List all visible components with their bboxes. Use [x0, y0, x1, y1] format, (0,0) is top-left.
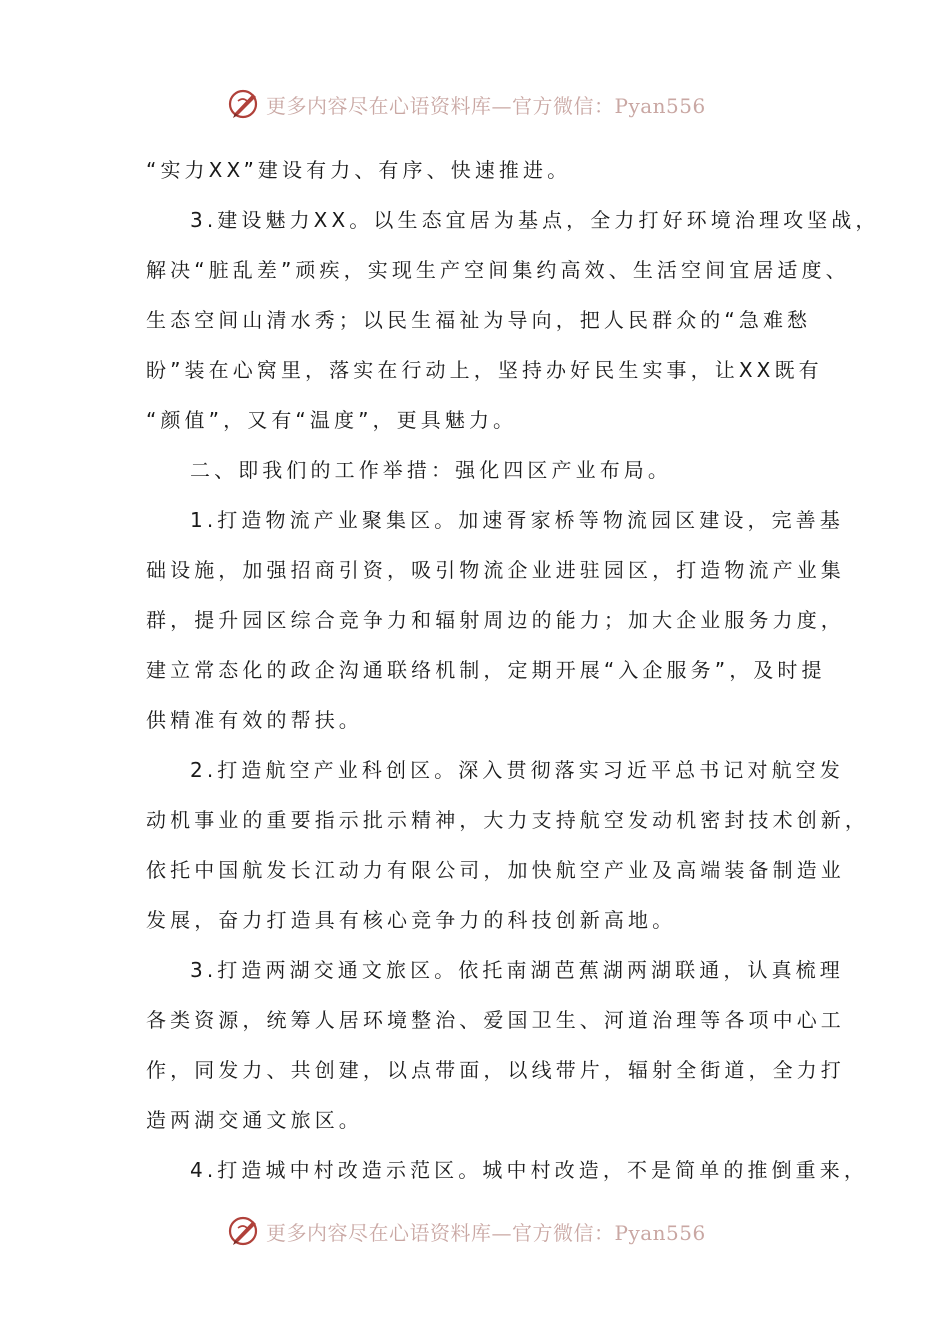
text-line: 作，同发力、共创建，以点带面，以线带片，辐射全街道，全力打	[146, 1058, 845, 1082]
text-line: 各类资源，统筹人居环境整治、爱国卫生、河道治理等各项中心工	[146, 1008, 845, 1032]
paragraph	[146, 1145, 868, 1195]
footer-watermark	[226, 1211, 706, 1251]
paragraph	[146, 945, 845, 1145]
text-line: 动机事业的重要指示批示精神，大力支持航空发动机密封技术创新，	[146, 808, 869, 832]
footer-text: 更多内容尽在心语资料库—官方微信：Pyan556	[266, 1220, 706, 1245]
paragraph	[146, 745, 869, 945]
text-line: “颜值”，又有“温度”，更具魅力。	[146, 408, 518, 432]
text-line: 依托中国航发长江动力有限公司，加快航空产业及高端装备制造业	[146, 858, 845, 882]
header-text: 更多内容尽在心语资料库—官方微信：Pyan556	[266, 93, 706, 118]
paragraph	[146, 195, 880, 445]
document-body	[146, 145, 880, 1195]
text-line: 3.打造两湖交通文旅区。依托南湖芭蕉湖两湖联通，认真梳理	[190, 958, 844, 982]
pen-logo-icon	[226, 86, 262, 122]
text-line: 建立常态化的政企沟通联络机制，定期开展“入企服务”，及时提	[146, 658, 826, 682]
text-line: 供精准有效的帮扶。	[146, 708, 363, 732]
text-line: 造两湖交通文旅区。	[146, 1108, 363, 1132]
text-line: 3.建设魅力XX。以生态宜居为基点，全力打好环境治理攻坚战，	[190, 208, 880, 232]
text-line: 础设施，加强招商引资，吸引物流企业进驻园区，打造物流产业集	[146, 558, 845, 582]
paragraph	[146, 145, 836, 195]
text-line: 解决“脏乱差”顽疾，实现生产空间集约高效、生活空间宜居适度、	[146, 258, 850, 282]
text-line: 2.打造航空产业科创区。深入贯彻落实习近平总书记对航空发	[190, 758, 844, 782]
text-line: “实力XX”建设有力、有序、快速推进。	[146, 158, 572, 182]
paragraph	[146, 495, 845, 745]
text-line: 盼”装在心窝里，落实在行动上，坚持办好民生实事，让XX既有	[146, 358, 823, 382]
text-line: 发展，奋力打造具有核心竞争力的科技创新高地。	[146, 908, 677, 932]
text-line: 生态空间山清水秀；以民生福祉为导向，把人民群众的“急难愁	[146, 308, 812, 332]
section-heading: 二、即我们的工作举措：强化四区产业布局。	[190, 458, 672, 482]
header-watermark	[226, 84, 706, 124]
paragraph	[146, 445, 836, 495]
text-line: 4.打造城中村改造示范区。城中村改造，不是简单的推倒重来，	[190, 1158, 868, 1182]
text-line: 群，提升园区综合竞争力和辐射周边的能力；加大企业服务力度，	[146, 608, 845, 632]
pen-logo-icon	[226, 1213, 262, 1249]
text-line: 1.打造物流产业聚集区。加速胥家桥等物流园区建设，完善基	[190, 508, 844, 532]
